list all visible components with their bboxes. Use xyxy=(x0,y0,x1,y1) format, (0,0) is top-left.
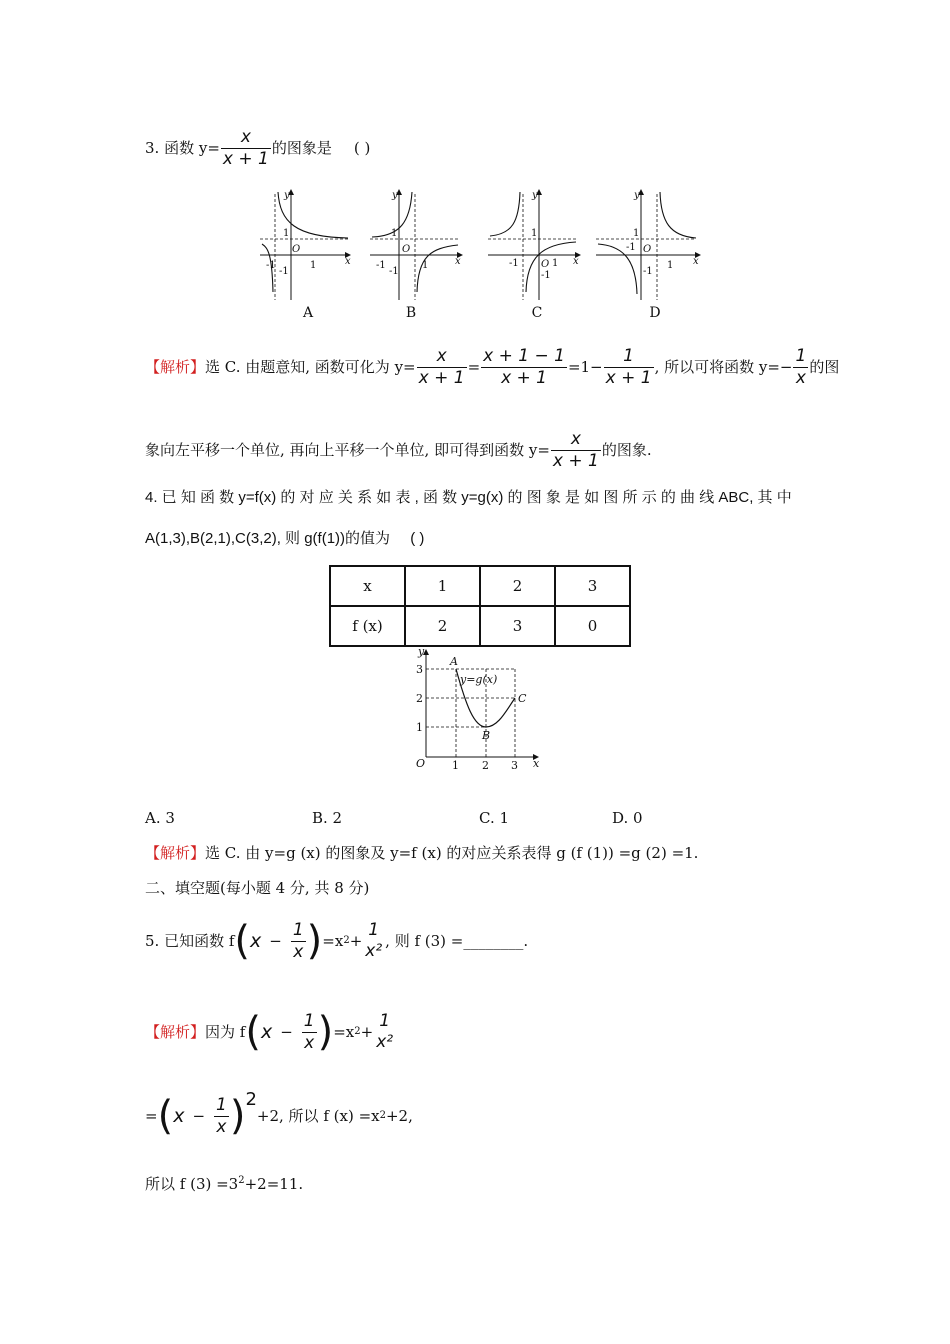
q3-a-frac4-den: x xyxy=(795,367,806,388)
graph-c-label: C xyxy=(531,305,543,321)
q4-answer-paren: ( ) xyxy=(410,530,425,547)
q5-a3-sq: 2 xyxy=(238,1175,245,1186)
q5-a-plus: + xyxy=(360,1023,374,1041)
q5-frac1-den: x xyxy=(293,941,304,962)
graph-c-tick-x1: 1 xyxy=(552,258,559,269)
q3-frac-num: x xyxy=(221,127,271,149)
q3-a-frac1-num: x xyxy=(417,346,467,368)
q4-stem-line2 xyxy=(145,529,424,549)
q5-a-frac2 xyxy=(374,1011,395,1053)
q5-a2-lparen: ( xyxy=(157,1093,174,1139)
graph-c-tick-yn1: -1 xyxy=(541,270,551,281)
graph-b-tick-x1: 1 xyxy=(422,260,429,271)
table-cell: x xyxy=(330,566,405,606)
table-row xyxy=(330,606,630,646)
q5-a2-frac xyxy=(214,1095,229,1138)
q5-inner-x: x xyxy=(250,930,262,952)
graph-c-y-label: y xyxy=(532,190,538,201)
graph-a-tick-x1: 1 xyxy=(310,260,317,271)
q5-a2-sq: 2 xyxy=(379,1110,386,1121)
q5-a2-minus: − xyxy=(192,1107,206,1125)
gx-point-a: A xyxy=(450,655,458,668)
q5-suffix: , 则 f (3) =________. xyxy=(385,932,529,950)
q3-a-frac3-num: 1 xyxy=(604,346,654,368)
q5-a3-text: 所以 f (3) =3 xyxy=(145,1175,239,1193)
q5-a-minus: − xyxy=(280,1023,293,1041)
q3-a-frac4 xyxy=(793,346,808,389)
q5-a2-exponent: 2 xyxy=(245,1089,257,1110)
q5-a-eq-x: =x xyxy=(333,1023,355,1041)
q3-analysis-text3: 的图 xyxy=(809,358,840,376)
graph-b-label: B xyxy=(405,305,417,321)
graph-b-x-label: x xyxy=(455,256,461,267)
table-cell: 0 xyxy=(555,606,630,646)
q3-answer-paren: ( ) xyxy=(353,139,371,157)
q5-a-frac1-den: x xyxy=(304,1032,315,1053)
q5-a-frac1-num: 1 xyxy=(303,1010,315,1031)
table-cell: 2 xyxy=(480,566,555,606)
q3-analysis-line2-text: 象向左平移一个单位, 再向上平移一个单位, 即可得到函数 y= xyxy=(145,441,550,459)
q3-fraction xyxy=(221,127,271,170)
q3-a-frac5 xyxy=(551,429,601,472)
graph-d-tick-yn1: -1 xyxy=(643,266,653,277)
gx-curve-label: y=g(x) xyxy=(460,673,498,686)
q5-analysis-text1: 因为 f xyxy=(205,1023,246,1041)
graph-d-x-label: x xyxy=(693,256,699,267)
table-cell: 3 xyxy=(480,606,555,646)
graph-d-origin: O xyxy=(643,244,652,255)
gx-point-b: B xyxy=(482,729,491,742)
q5-prefix: 5. 已知函数 f xyxy=(145,932,235,950)
gx-x-tick-3: 3 xyxy=(511,759,518,772)
f-table xyxy=(329,565,631,647)
graph-a xyxy=(260,190,350,300)
graph-c-tick-xn1: -1 xyxy=(509,258,519,269)
q3-frac-den: x + 1 xyxy=(222,148,269,169)
gx-origin: O xyxy=(416,757,426,770)
gx-x-tick-2: 2 xyxy=(482,759,489,772)
table-cell: 1 xyxy=(405,566,480,606)
q5-a-lparen: ( xyxy=(245,1009,261,1055)
q4-stem-line1: 4. 已 知 函 数 y=f(x) 的 对 应 关 系 如 表 , 函 数 y=g(x) 的 图 象 是 如 图 所 示 的 曲 线 ABC, 其 中 xyxy=(145,489,792,506)
gx-y-tick-2: 2 xyxy=(416,692,423,705)
q5-analysis-line3 xyxy=(145,1171,303,1194)
graph-d-tick-x1: 1 xyxy=(667,260,674,271)
q3-analysis-line2 xyxy=(145,426,652,474)
gx-y-tick-3: 3 xyxy=(416,663,423,676)
q5-a-inner-x: x xyxy=(260,1021,273,1043)
q5-a-frac1 xyxy=(302,1011,317,1054)
q5-a3-end: +2=11. xyxy=(244,1175,304,1193)
q5-a2-frac-den: x xyxy=(216,1116,227,1137)
graph-d-tick-y1: 1 xyxy=(633,228,640,239)
graph-b-y-label: y xyxy=(392,190,398,201)
q5-a2-prefix: = xyxy=(145,1107,158,1125)
graph-a-tick-xn1: -1 xyxy=(266,260,276,271)
table-cell: f (x) xyxy=(330,606,405,646)
table-cell: 2 xyxy=(405,606,480,646)
graph-a-tick-y1: 1 xyxy=(283,228,290,239)
graph-a-x-label: x xyxy=(345,256,351,267)
graph-a-label: A xyxy=(302,305,314,321)
q5-analysis-tag: 【解析】 xyxy=(145,1023,206,1041)
q5-a-sq: 2 xyxy=(354,1026,361,1037)
q3-a-frac5-num: x xyxy=(551,429,601,451)
graph-c-x-label: x xyxy=(573,256,579,267)
gx-graph xyxy=(408,645,548,773)
q3-a-frac2 xyxy=(481,346,567,389)
q4-option-b: B. 2 xyxy=(312,809,343,827)
q5-frac2 xyxy=(363,920,384,962)
graph-b-tick-yn1: -1 xyxy=(389,266,399,277)
q5-frac1-num: 1 xyxy=(292,919,304,940)
q5-minus: − xyxy=(269,932,282,950)
q5-a2-suffix: +2, 所以 f (x) =x xyxy=(256,1107,380,1125)
q5-stem xyxy=(145,913,528,969)
graph-b-tick-xn1: -1 xyxy=(376,260,386,271)
graph-c-tick-y1: 1 xyxy=(531,228,538,239)
q5-a2-frac-num: 1 xyxy=(216,1094,227,1115)
q3-a-frac3-den: x + 1 xyxy=(605,367,652,388)
q3-a-one-minus: =1− xyxy=(567,358,603,376)
q3-a-frac5-den: x + 1 xyxy=(552,450,599,471)
graph-d-tick-xn1: -1 xyxy=(626,242,636,253)
q5-a2-rparen: ) xyxy=(229,1093,246,1139)
table-cell: 3 xyxy=(555,566,630,606)
q5-frac2-num: 1 xyxy=(368,920,380,940)
graph-a-origin: O xyxy=(292,244,301,255)
table-row xyxy=(330,566,630,606)
graph-b-origin: O xyxy=(402,244,411,255)
graph-c xyxy=(488,190,580,300)
q5-eq-x: =x xyxy=(322,932,344,950)
gx-x-tick-1: 1 xyxy=(452,759,459,772)
q3-a-frac2-den: x + 1 xyxy=(501,367,547,388)
q3-a-frac3 xyxy=(604,346,654,389)
q3-analysis-tag: 【解析】 xyxy=(145,358,206,376)
q5-a2-inner-x: x xyxy=(173,1105,185,1127)
q5-a-rparen: ) xyxy=(317,1009,334,1055)
q5-lparen: ( xyxy=(234,918,251,964)
graph-d-label: D xyxy=(649,305,661,321)
graph-c-origin: O xyxy=(541,259,550,270)
q5-a-frac2-num: 1 xyxy=(379,1011,391,1031)
q4-option-c: C. 1 xyxy=(479,809,510,827)
q5-plus: + xyxy=(349,932,363,950)
q5-frac1 xyxy=(291,920,306,963)
section-heading: 二、填空题(每小题 4 分, 共 8 分) xyxy=(145,879,370,897)
q3-analysis-text1: 选 C. 由题意知, 函数可化为 y= xyxy=(205,358,416,376)
q4-analysis-tag: 【解析】 xyxy=(145,844,206,862)
q4-option-d: D. 0 xyxy=(612,809,643,827)
q3-analysis-line1 xyxy=(145,343,839,391)
gx-x-label: x xyxy=(533,757,540,770)
q3-a-frac2-num: x + 1 − 1 xyxy=(483,345,565,366)
q3-suffix: 的图象是 xyxy=(271,139,332,157)
gx-y-tick-1: 1 xyxy=(416,721,423,734)
q3-stem xyxy=(145,124,370,172)
q3-analysis-line2-end: 的图象. xyxy=(601,441,652,459)
graph-a-y-label: y xyxy=(284,190,290,201)
q3-prefix: 3. 函数 y= xyxy=(145,139,220,157)
q5-a2-end: +2, xyxy=(385,1107,413,1125)
q3-analysis-text2: , 所以可将函数 y=− xyxy=(654,358,793,376)
gx-point-c: C xyxy=(518,692,527,705)
gx-y-label: y xyxy=(418,645,425,658)
graph-b xyxy=(370,190,462,300)
q3-option-graphs xyxy=(250,182,710,327)
q5-analysis-line1 xyxy=(145,1004,396,1060)
graph-a-tick-yn1: -1 xyxy=(279,266,289,277)
q4-stem-line2-text: A(1,3),B(2,1),C(3,2), 则 g(f(1))的值为 xyxy=(145,530,391,547)
graph-b-tick-y1: 1 xyxy=(391,228,398,239)
q3-a-frac1 xyxy=(417,346,467,389)
q4-option-a: A. 3 xyxy=(145,809,175,827)
q5-frac2-den: x² xyxy=(365,941,383,961)
q5-rparen: ) xyxy=(306,918,323,964)
q3-a-frac1-den: x + 1 xyxy=(418,367,465,388)
q3-a-eq: = xyxy=(467,358,481,376)
q5-analysis-line2 xyxy=(145,1088,413,1144)
q5-sq: 2 xyxy=(343,935,350,946)
q4-analysis-text: 选 C. 由 y=g (x) 的图象及 y=f (x) 的对应关系表得 g (f (1)) =g (2) =1. xyxy=(205,844,699,862)
q3-a-frac4-num: 1 xyxy=(795,345,807,366)
q4-analysis xyxy=(145,843,698,863)
graph-d-y-label: y xyxy=(634,190,640,201)
q5-a-frac2-den: x² xyxy=(376,1032,394,1052)
